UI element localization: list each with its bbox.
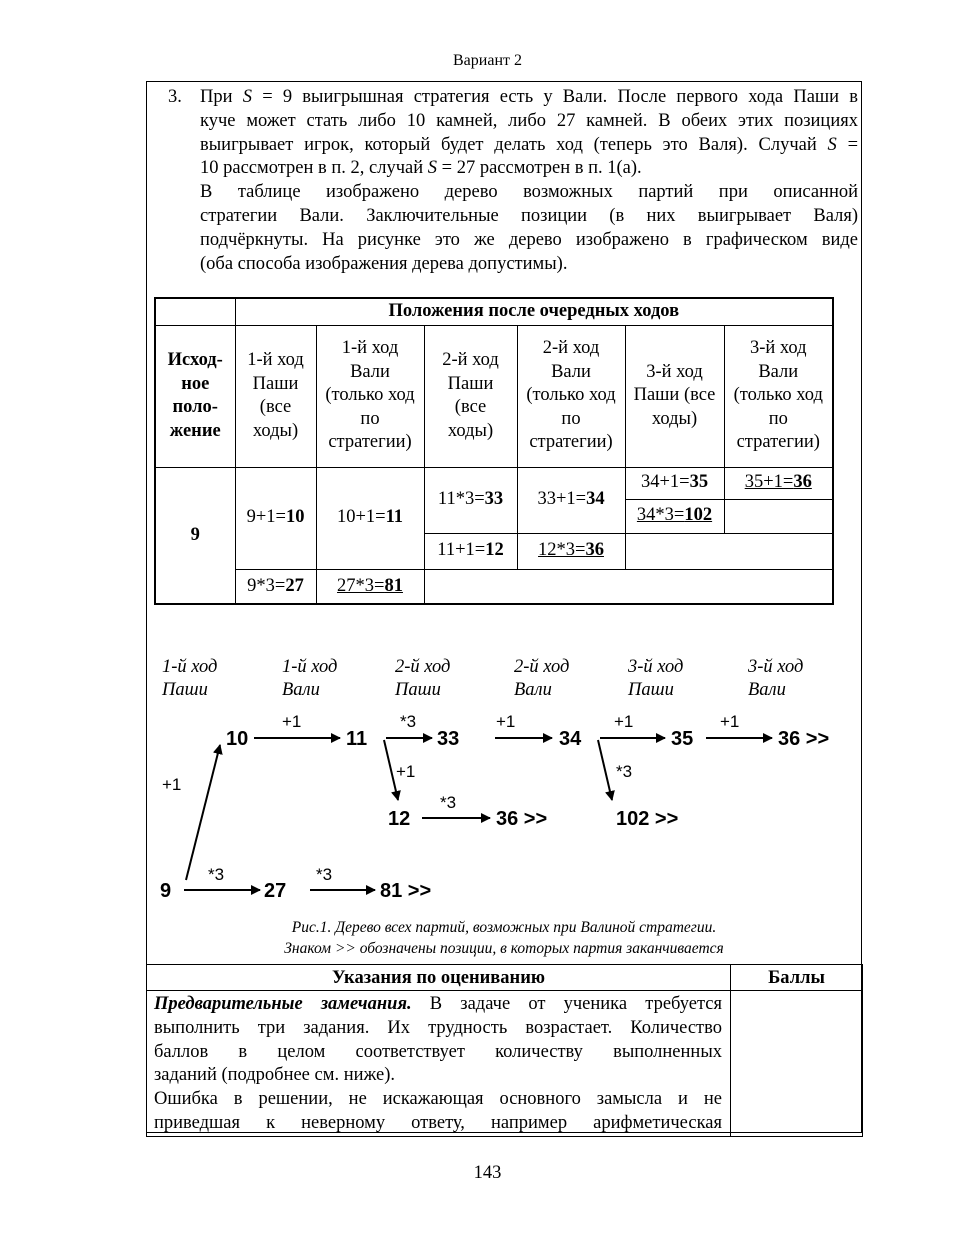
task-line: (оба способа изображения дерева допустимы). <box>200 253 568 274</box>
node-27: 27 <box>264 880 287 902</box>
tree-label-5: 3-й ход Паши <box>628 657 684 700</box>
op-10-11: +1 <box>282 712 302 731</box>
tree-label-1: 1-й ход Паши <box>162 657 218 700</box>
cell-p2b: 11+1=12 <box>424 533 517 569</box>
node-34: 34 <box>559 728 582 750</box>
tree-label-4: 2-й ход Вали <box>514 657 570 700</box>
task-line: При S = 9 выигрышная стратегия есть у Вали. После первого хода Паши в <box>200 87 859 107</box>
points-header: Баллы <box>731 965 863 991</box>
tree-label-6: 3-й ход Вали <box>748 657 804 700</box>
node-33: 33 <box>437 728 460 750</box>
task-3 <box>168 86 858 276</box>
cell-p1a: 9+1=10 <box>235 467 316 569</box>
node-9: 9 <box>160 880 172 902</box>
node-81: 81 >> <box>380 880 432 902</box>
cell-v2a: 33+1=34 <box>517 467 625 533</box>
task-line: В таблице изображено дерево возможных партий при описанной <box>200 182 858 203</box>
edge-34-102 <box>598 740 612 800</box>
op-9-10: +1 <box>162 775 182 794</box>
moves-table <box>154 297 834 605</box>
grading-line: заданий (подробнее см. ниже). <box>154 1065 396 1086</box>
grading-text <box>147 991 731 1137</box>
grading-line: баллов в целом соответствует количеству выполненных <box>154 1041 722 1062</box>
task-line: 10 рассмотрен в п. 2, случай S = 27 рассмотрен в п. 1(а). <box>200 158 642 179</box>
op-11-12: +1 <box>396 762 416 781</box>
op-34-35: +1 <box>614 712 634 731</box>
cell-empty <box>724 499 833 533</box>
cell-empty <box>625 533 833 569</box>
node-36b: 36 >> <box>496 808 548 830</box>
figure-caption: Рис.1. Дерево всех партий, возможных при Валиной стратегии. Знаком >> обозначены позиции, в которых партия заканчивается <box>284 919 724 957</box>
task-line: подчёркнуты. На рисунке это же дерево изображено в графическом виде <box>200 229 858 250</box>
tree-label-2: 1-й ход Вали <box>282 657 338 700</box>
task-line: выигрывает игрок, который будет делать ход (теперь это Валя). Случай S = <box>200 134 858 155</box>
node-11: 11 <box>346 728 368 750</box>
node-10: 10 <box>226 728 249 750</box>
op-27-81: *3 <box>316 865 333 884</box>
node-102: 102 >> <box>616 808 679 830</box>
grading-table <box>146 964 863 1137</box>
op-12-36: *3 <box>440 793 457 812</box>
edge-9-10 <box>186 745 220 880</box>
grading-header: Указания по оцениванию <box>147 965 731 991</box>
task-line: куче может стать либо 10 камней, либо 27 камней. В обеих этих позициях <box>200 110 858 131</box>
start-header: Исход-ное поло-жение <box>155 325 235 467</box>
col-header-3: 2-й ход Паши (все ходы) <box>424 325 517 467</box>
tree-label-3: 2-й ход Паши <box>395 657 451 700</box>
op-34-102: *3 <box>616 762 633 781</box>
task-line: стратегии Вали. Заключительные позиции (в них выигрывает Валя) <box>200 205 858 226</box>
points-cell <box>731 991 863 1137</box>
task-text <box>200 86 858 276</box>
cell-v2b: 12*3=36 <box>517 533 625 569</box>
col-header-6: 3-й ход Вали (только ход по стратегии) <box>724 325 833 467</box>
blank-corner <box>155 298 235 325</box>
group-header: Положения после очередных ходов <box>235 298 833 325</box>
op-35-36: +1 <box>720 712 740 731</box>
grading-line: Предварительные замечания. В задаче от ученика требуется <box>154 994 722 1014</box>
cell-p3a: 34+1=35 <box>625 467 724 499</box>
start-cell: 9 <box>155 467 235 604</box>
variant-header: Вариант 2 <box>453 52 522 69</box>
game-tree <box>150 700 860 912</box>
op-33-34: +1 <box>496 712 516 731</box>
grading-line: приведшая к неверному ответу, например арифметическая <box>154 1112 722 1133</box>
cell-p3b: 34*3=102 <box>625 499 724 533</box>
grading-line: выполнить три задания. Их трудность возрастает. Количество <box>154 1017 722 1038</box>
col-header-1: 1-й ход Паши (все ходы) <box>235 325 316 467</box>
node-35: 35 <box>671 728 694 750</box>
cell-empty <box>424 569 833 604</box>
col-header-5: 3-й ход Паши (все ходы) <box>625 325 724 467</box>
op-9-27: *3 <box>208 865 225 884</box>
task-number: 3. <box>168 87 182 107</box>
page-number: 143 <box>473 1163 502 1183</box>
cell-v1a: 10+1=11 <box>316 467 424 569</box>
node-12: 12 <box>388 808 411 830</box>
cell-v3a: 35+1=36 <box>724 467 833 499</box>
op-11-33: *3 <box>400 712 417 731</box>
cell-v1b: 27*3=81 <box>316 569 424 604</box>
grading-line: Ошибка в решении, не искажающая основного замысла и не <box>154 1089 722 1110</box>
cell-p1b: 9*3=27 <box>235 569 316 604</box>
node-36a: 36 >> <box>778 728 830 750</box>
col-header-2: 1-й ход Вали (только ход по стратегии) <box>316 325 424 467</box>
col-header-4: 2-й ход Вали (только ход по стратегии) <box>517 325 625 467</box>
cell-p2a: 11*3=33 <box>424 467 517 533</box>
